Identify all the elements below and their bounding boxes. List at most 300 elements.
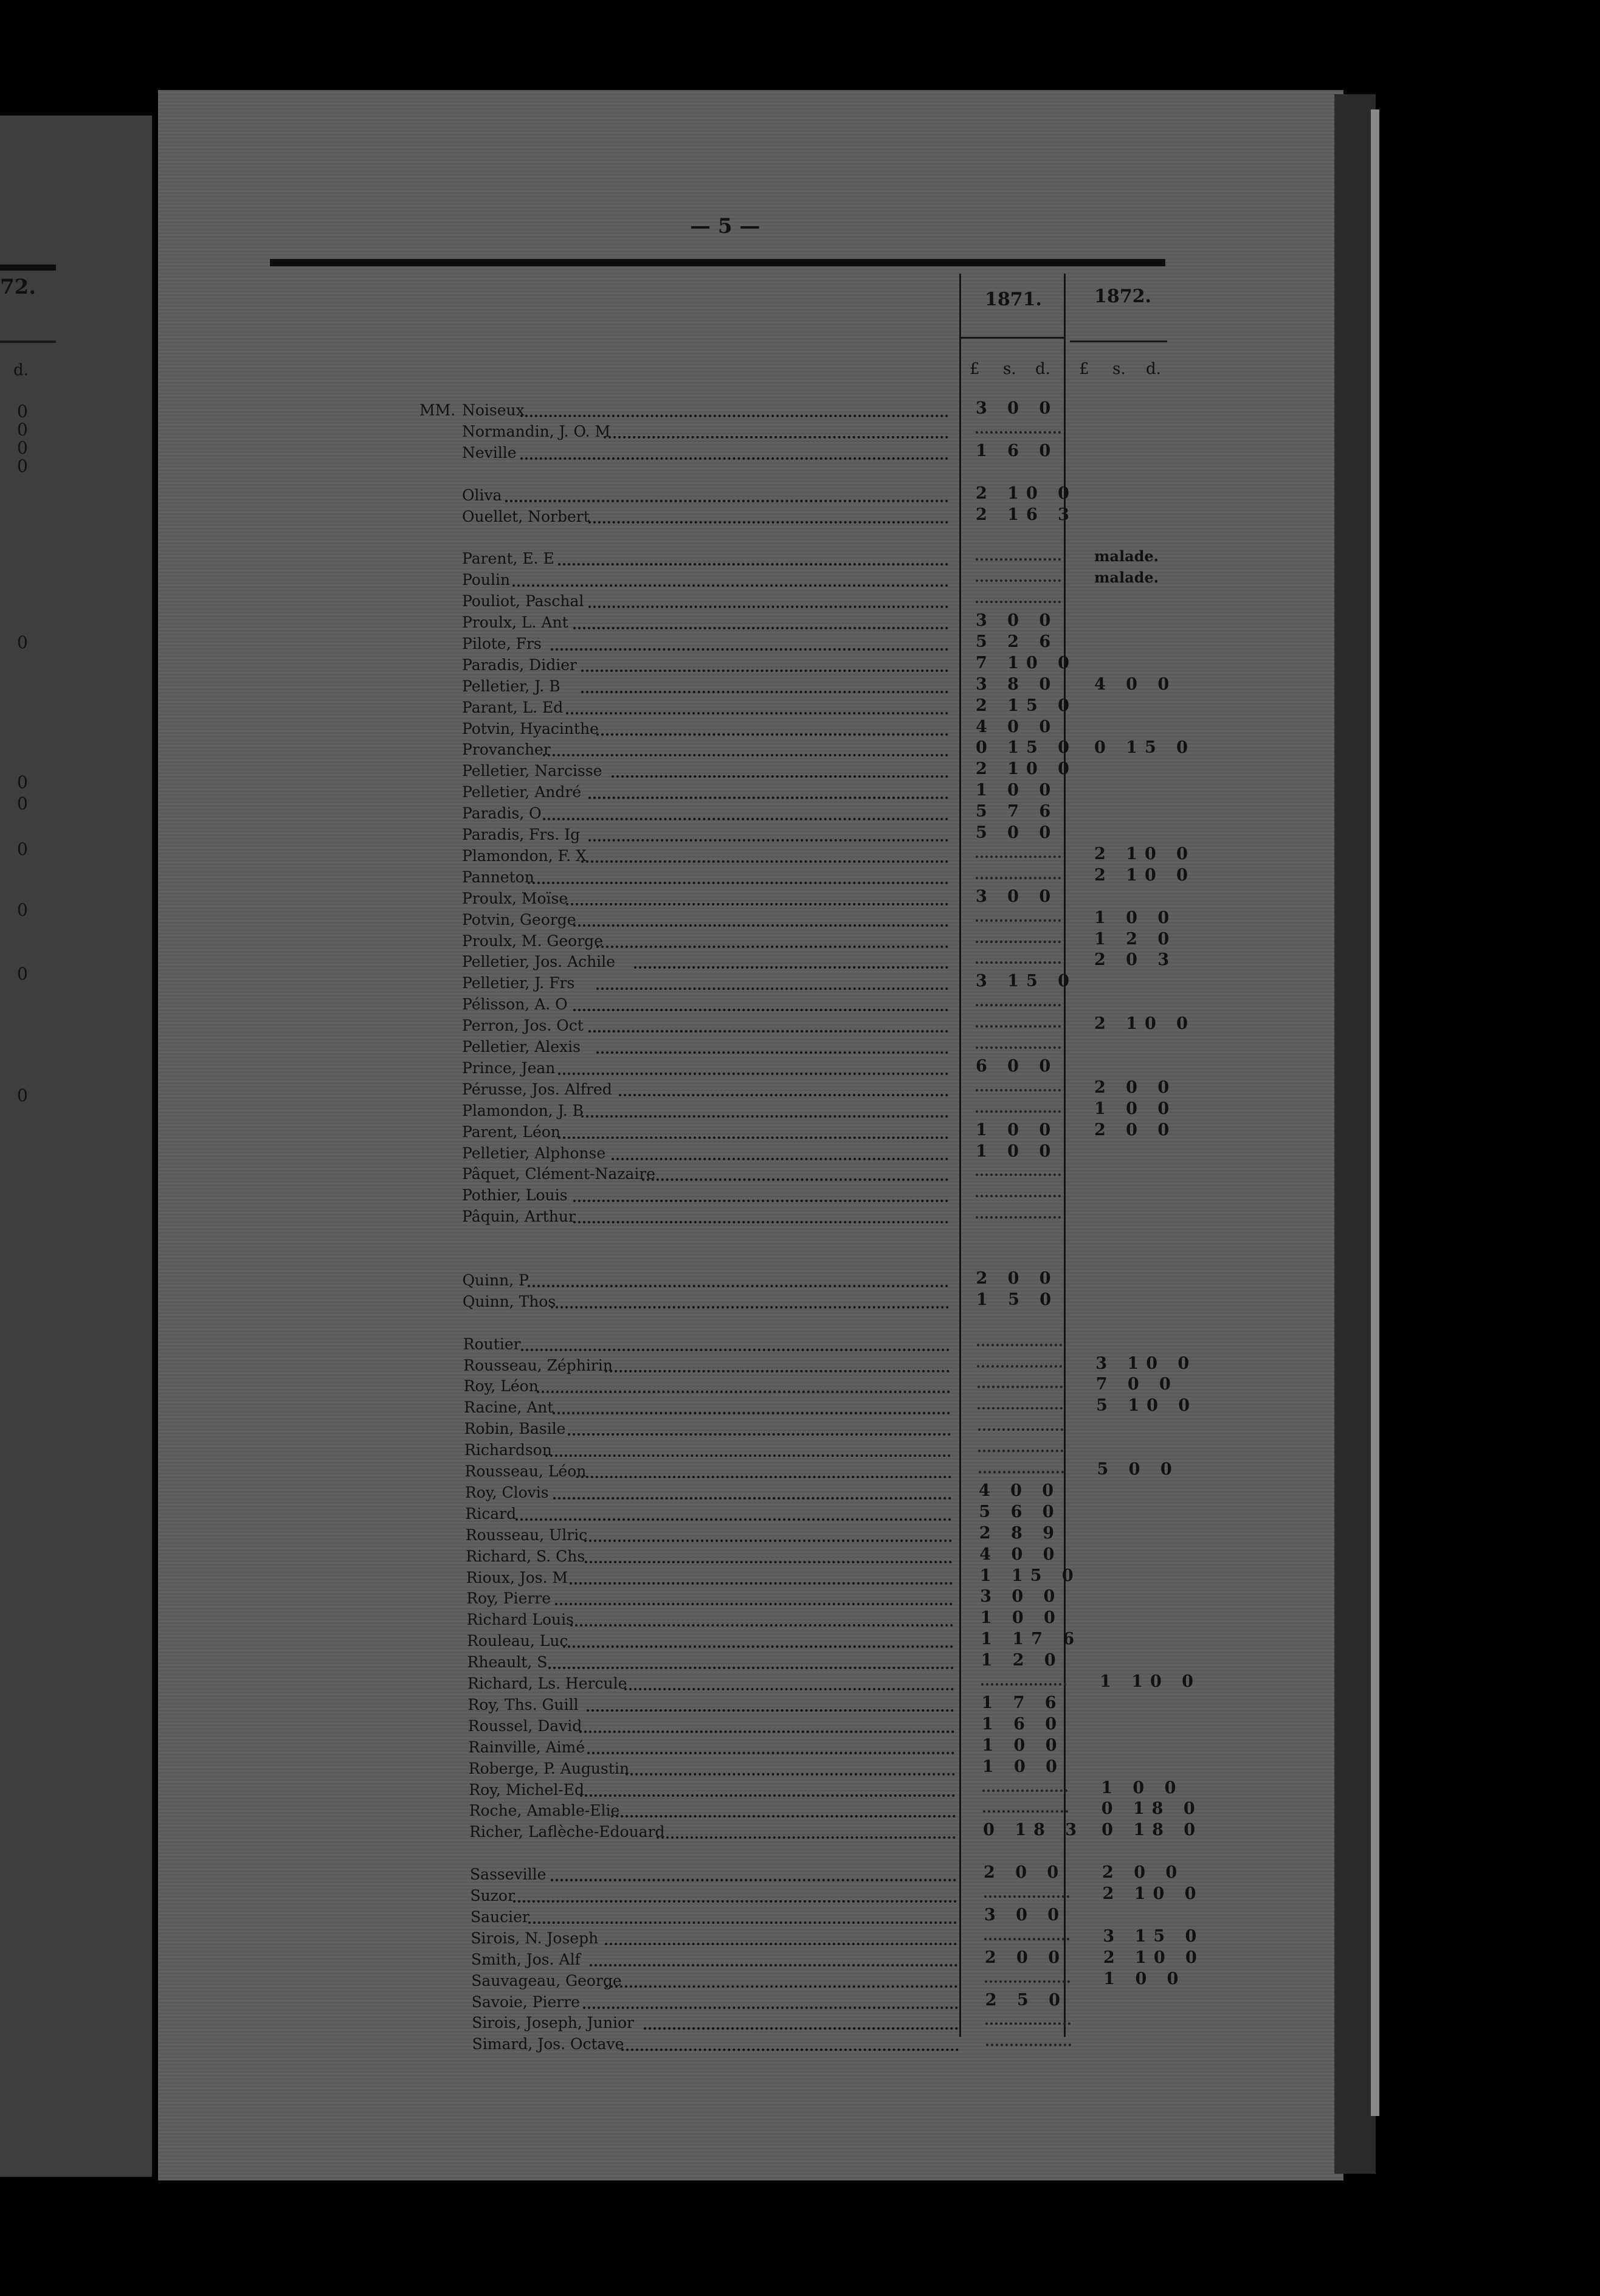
- blank-1871: [976, 933, 1061, 943]
- leader-dots: [573, 617, 948, 629]
- leader-dots: [588, 511, 948, 524]
- leader-dots: [605, 1933, 957, 1945]
- ledger-row: [462, 1102, 959, 1122]
- subscriber-name: Oliva: [462, 486, 502, 504]
- ledger-row: [462, 804, 959, 825]
- leader-dots: [553, 1487, 951, 1499]
- blank-1871: [976, 424, 1061, 434]
- amount-1872: 2 0 0: [1094, 1077, 1177, 1097]
- amount-1871: 3 8 0: [976, 674, 1058, 694]
- left-page-unit-d: d.: [13, 361, 29, 379]
- leader-dots: [543, 808, 948, 820]
- amount-1872: 3 10 0: [1095, 1354, 1197, 1373]
- subscriber-name: Pérusse, Jos. Alfred: [462, 1080, 612, 1098]
- amount-1872: 2 10 0: [1094, 844, 1195, 863]
- subscriber-name: Neville: [462, 443, 517, 462]
- subscriber-name: Parant, L. Ed: [462, 698, 564, 716]
- amount-1872: 1 10 0: [1100, 1672, 1201, 1691]
- blank-1871: [981, 1676, 1066, 1686]
- ledger-row: [471, 1929, 968, 1950]
- left-page-fragment: [0, 116, 152, 2177]
- subscriber-name: Paradis, O: [462, 804, 542, 823]
- leader-dots: [634, 956, 948, 969]
- honorific-prefix: MM.: [419, 401, 456, 419]
- amount-1871: 3 0 0: [976, 611, 1058, 630]
- ledger-row: [462, 614, 959, 634]
- amount-1871: 3 15 0: [976, 972, 1077, 991]
- amount-1872: 1 0 0: [1094, 1099, 1177, 1118]
- leader-dots: [548, 1657, 954, 1669]
- ledger-row: [462, 890, 959, 910]
- ledger-row: [462, 1038, 959, 1059]
- subscriber-name: Prince, Jean: [462, 1059, 556, 1077]
- leader-dots: [558, 1063, 948, 1075]
- blank-1871: [976, 551, 1061, 561]
- leader-dots: [516, 1509, 951, 1521]
- subscriber-name: Pothier, Louis: [462, 1186, 568, 1205]
- subscriber-name: Parent, Léon: [462, 1122, 560, 1141]
- blank-1871: [984, 1888, 1069, 1898]
- unit-pence-1872: d.: [1146, 360, 1161, 378]
- subscriber-name: Parent, E. E: [462, 550, 554, 568]
- amount-1871: 1 0 0: [982, 1735, 1064, 1755]
- blank-1871: [976, 1166, 1061, 1176]
- amount-1871: 3 0 0: [980, 1587, 1063, 1606]
- leader-dots: [573, 999, 948, 1011]
- amount-1872: 2 10 0: [1103, 1948, 1204, 1967]
- subscriber-name: Normandin, J. O. M: [462, 422, 611, 440]
- blank-1871: [985, 1973, 1070, 1983]
- subscriber-name: Pilote, Frs: [462, 634, 542, 652]
- subscriber-name: Saucier: [470, 1907, 529, 1926]
- blank-1871: [986, 2036, 1071, 2046]
- subscriber-name: Roche, Amable-Elie: [469, 1802, 620, 1820]
- subscriber-name: Pelletier, Alphonse: [462, 1144, 606, 1162]
- ledger-row: [470, 1866, 967, 1886]
- unit-pence-1871: d.: [1035, 360, 1050, 378]
- subscriber-name: Sauvageau, George: [471, 1971, 622, 1990]
- subscriber-name: Paradis, Frs. Ig: [462, 826, 581, 843]
- year-1872-underline: [1070, 341, 1167, 342]
- blank-1871: [979, 1464, 1064, 1473]
- blank-1871: [976, 997, 1061, 1006]
- amount-1872: 2 10 0: [1094, 1014, 1195, 1034]
- amount-1871: 0 18 3: [983, 1821, 1084, 1840]
- ledger-row: [463, 1293, 960, 1313]
- amount-1872: 1 0 0: [1101, 1778, 1184, 1797]
- leader-dots: [573, 1190, 948, 1202]
- ledger-row: [468, 1717, 965, 1738]
- ledger-row: [471, 1908, 968, 1929]
- subscriber-name: Ricard: [465, 1504, 517, 1523]
- left-page-value: 0: [17, 632, 28, 652]
- amount-1871: 2 0 0: [984, 1948, 1067, 1967]
- ledger-row: [469, 1781, 966, 1802]
- subscriber-name: Proulx, M. George: [462, 932, 603, 950]
- ledger-row: [462, 401, 959, 422]
- subscriber-name: Poulin: [462, 571, 511, 589]
- amount-1871: 1 0 0: [976, 1120, 1058, 1139]
- ledger-row: [462, 486, 959, 507]
- leader-dots: [543, 744, 948, 756]
- subscriber-name: Rioux, Jos. M: [466, 1568, 568, 1586]
- ledger-row: [462, 1165, 959, 1186]
- page-edge: [1334, 94, 1376, 2174]
- subscriber-name: Rousseau, Zéphirin: [463, 1356, 613, 1374]
- subscriber-name: Pâquin, Arthur: [462, 1208, 576, 1226]
- ledger-row: [464, 1441, 962, 1462]
- ledger-row: [465, 1462, 962, 1483]
- ledger-row: [467, 1653, 965, 1674]
- ledger-row: [465, 1505, 962, 1526]
- leader-dots: [605, 1360, 950, 1372]
- ledger-row: [462, 1081, 959, 1101]
- leader-dots: [581, 851, 949, 863]
- ledger-row: [462, 550, 959, 570]
- blank-1871: [978, 1421, 1063, 1431]
- left-page-value: 0: [17, 794, 28, 814]
- leader-dots: [558, 1127, 948, 1139]
- blank-1871: [985, 2015, 1071, 2025]
- amount-1871: 1 15 0: [979, 1566, 1081, 1585]
- subscriber-name: Pelletier, Narcisse: [462, 762, 602, 780]
- subscriber-name: Quinn, Thos: [462, 1292, 556, 1310]
- amount-1872: 1 0 0: [1103, 1969, 1186, 1988]
- amount-1871: 4 0 0: [979, 1544, 1062, 1564]
- leader-dots: [596, 724, 949, 736]
- ledger-row: [462, 762, 959, 783]
- amount-1872: 5 10 0: [1096, 1396, 1198, 1416]
- ledger-row: [462, 1144, 959, 1165]
- subscriber-name: Rousseau, Léon: [464, 1462, 587, 1480]
- year-1872-header: 1872.: [1094, 286, 1151, 307]
- ledger-row: [462, 1271, 959, 1292]
- leader-dots: [520, 448, 949, 460]
- subscriber-name: Sirois, N. Joseph: [471, 1929, 599, 1947]
- leader-dots: [621, 2039, 959, 2051]
- subscriber-name: Pelletier, Alexis: [462, 1038, 581, 1056]
- ledger-row: [462, 1208, 959, 1228]
- left-page-value: 0: [17, 964, 28, 984]
- leader-dots: [612, 1148, 949, 1160]
- leader-dots: [570, 1614, 953, 1627]
- leader-dots: [528, 872, 948, 884]
- leader-dots: [563, 1636, 953, 1648]
- left-page-value: 0: [17, 456, 28, 476]
- leader-dots: [588, 1020, 948, 1032]
- unit-pound-1871: £: [970, 360, 980, 378]
- subscriber-name: Racine, Ant: [464, 1399, 554, 1417]
- left-page-value: 0: [17, 401, 28, 421]
- ledger-row: [462, 423, 959, 443]
- blank-1871: [976, 912, 1061, 922]
- subscriber-name: Pélisson, A. O: [462, 995, 568, 1014]
- subscriber-name: Proulx, L. Ant: [462, 614, 568, 631]
- blank-1871: [976, 1018, 1061, 1028]
- ledger-row: [462, 508, 959, 528]
- amount-1871: 4 0 0: [978, 1481, 1061, 1500]
- subscriber-name: Routier: [463, 1335, 521, 1353]
- ledger-row: [462, 826, 959, 846]
- leader-dots: [513, 1890, 957, 1903]
- year-1871-header: 1871.: [985, 289, 1042, 310]
- header-rule: [270, 259, 1165, 266]
- ledger-row: [469, 1760, 966, 1780]
- ledger-row: [462, 1017, 959, 1037]
- leader-dots: [619, 1084, 948, 1096]
- amount-1871: 4 0 0: [976, 717, 1058, 736]
- amount-1871: 2 0 0: [976, 1268, 1058, 1288]
- ledger-row: [462, 720, 959, 741]
- amount-1871: 1 5 0: [976, 1290, 1059, 1309]
- leader-dots: [588, 787, 948, 799]
- blank-1871: [976, 593, 1061, 603]
- ledger-row: [462, 592, 959, 613]
- leader-dots: [566, 702, 949, 714]
- ledger-row: [466, 1526, 963, 1547]
- note-1872: malade.: [1094, 569, 1159, 587]
- ledger-row: [466, 1589, 964, 1610]
- blank-1871: [976, 1039, 1061, 1049]
- leader-dots: [521, 1339, 950, 1351]
- amount-1871: 2 15 0: [976, 696, 1077, 715]
- subscriber-name: Savoie, Pierre: [471, 1993, 580, 2011]
- ledger-row: [462, 444, 959, 465]
- leader-dots: [576, 1466, 951, 1478]
- left-page-rule: [0, 265, 56, 271]
- subscriber-name: Potvin, Hyacinthe: [462, 719, 599, 738]
- amount-1872: 2 10 0: [1094, 865, 1195, 885]
- blank-1871: [978, 1400, 1063, 1409]
- ledger-row: [464, 1377, 961, 1398]
- subscriber-name: Pelletier, J. Frs: [462, 974, 575, 992]
- amount-1871: 1 6 0: [976, 441, 1058, 460]
- amount-1872: 0 15 0: [1094, 738, 1195, 758]
- amount-1871: 1 7 6: [981, 1693, 1064, 1712]
- subscriber-name: Plamondon, F. X: [462, 846, 587, 865]
- subscriber-name: Roberge, P. Augustin: [468, 1759, 629, 1777]
- amount-1872: 5 0 0: [1097, 1460, 1179, 1479]
- leader-dots: [585, 1551, 953, 1563]
- leader-dots: [551, 638, 949, 651]
- amount-1871: 1 6 0: [981, 1714, 1064, 1734]
- leader-dots: [528, 1912, 957, 1924]
- ledger-row: [472, 1993, 969, 2014]
- ledger-row: [466, 1547, 963, 1568]
- leader-dots: [512, 575, 948, 587]
- note-1872: malade.: [1094, 547, 1159, 565]
- amount-1872: 0 18 0: [1101, 1799, 1202, 1819]
- left-page-header: 72.: [0, 275, 36, 299]
- ledger-row: [462, 953, 959, 973]
- subscriber-name: Roussel, David: [467, 1717, 582, 1735]
- ledger-row: [462, 847, 959, 868]
- amount-1872: 2 0 3: [1094, 950, 1177, 970]
- leader-dots: [626, 1763, 955, 1776]
- left-page-value: 0: [17, 438, 28, 458]
- ledger-row: [462, 1123, 959, 1144]
- ledger-row: [462, 911, 959, 932]
- blank-1871: [976, 954, 1061, 964]
- amount-1872: 2 0 0: [1094, 1120, 1177, 1139]
- amount-1871: 5 7 6: [976, 802, 1058, 821]
- subscriber-name: Suzor: [470, 1887, 515, 1904]
- ledger-row: [463, 1335, 960, 1356]
- blank-1871: [976, 870, 1061, 879]
- amount-1871: 5 6 0: [979, 1502, 1061, 1521]
- ledger-row: [462, 699, 959, 719]
- blank-1871: [977, 1336, 1062, 1346]
- leader-dots: [642, 1169, 949, 1181]
- blank-1871: [976, 572, 1061, 582]
- amount-1871: 1 0 0: [976, 1141, 1058, 1161]
- subscriber-name: Proulx, Moïse: [462, 889, 568, 907]
- amount-1872: 4 0 0: [1094, 674, 1177, 694]
- ledger-row: [462, 995, 959, 1016]
- subscriber-name: Richardson: [464, 1441, 552, 1459]
- subscriber-name: Rouleau, Luc: [467, 1632, 568, 1650]
- amount-1871: 1 2 0: [981, 1651, 1063, 1670]
- ledger-row: [471, 1887, 968, 1907]
- amount-1871: 5 2 6: [976, 632, 1058, 651]
- leader-dots: [573, 1211, 948, 1223]
- subscriber-name: Smith, Jos. Alf: [471, 1950, 581, 1968]
- subscriber-name: Roy, Clovis: [464, 1483, 549, 1501]
- ledger-row: [462, 1186, 959, 1207]
- blank-1871: [978, 1442, 1063, 1452]
- ledger-row: [462, 868, 959, 889]
- subscriber-name: Provancher: [462, 741, 551, 759]
- page-number: — 5 —: [690, 214, 760, 238]
- leader-dots: [537, 1381, 950, 1393]
- leader-dots: [611, 1805, 956, 1817]
- leader-dots: [581, 681, 949, 693]
- ledger-row: [462, 635, 959, 655]
- ledger-row: [462, 1059, 959, 1080]
- leader-dots: [551, 1296, 949, 1309]
- leader-dots: [545, 1445, 951, 1457]
- subscriber-name: Richer, Laflèche-Edouard: [469, 1823, 665, 1841]
- leader-dots: [584, 1530, 952, 1542]
- unit-pound-1872: £: [1079, 360, 1089, 378]
- ledger-row: [465, 1484, 962, 1504]
- amount-1871: 5 0 0: [976, 823, 1058, 842]
- subscriber-name: Rousseau, Ulric: [465, 1526, 588, 1544]
- leader-dots: [581, 660, 949, 672]
- blank-1871: [976, 1188, 1061, 1197]
- ledger-row: [464, 1399, 961, 1419]
- leader-dots: [551, 1869, 956, 1881]
- subscriber-name: Ouellet, Norbert: [462, 507, 590, 525]
- leader-dots: [588, 596, 948, 608]
- leader-dots: [528, 1275, 948, 1287]
- subscriber-name: Pelletier, Jos. Achile: [462, 953, 615, 971]
- left-page-value: 0: [17, 772, 28, 792]
- left-page-value: 0: [17, 839, 28, 859]
- blank-1871: [976, 1209, 1061, 1219]
- page-edge-highlight: [1371, 109, 1379, 2116]
- ledger-row: [469, 1802, 967, 1822]
- subscriber-name: Roy, Ths. Guill: [467, 1695, 579, 1713]
- year-1871-underline: [959, 337, 1066, 339]
- subscriber-name: Pelletier, J. B: [462, 677, 560, 695]
- leader-dots: [596, 1042, 949, 1054]
- leader-dots: [555, 1593, 953, 1605]
- leader-dots: [604, 426, 948, 438]
- ledger-row: [462, 974, 959, 995]
- leader-dots: [596, 978, 949, 990]
- subscriber-name: Pelletier, André: [462, 783, 582, 801]
- amount-1872: 3 15 0: [1103, 1926, 1204, 1946]
- amount-1871: 7 10 0: [976, 653, 1077, 673]
- blank-1871: [976, 848, 1061, 858]
- leader-dots: [570, 1572, 953, 1585]
- blank-1871: [978, 1378, 1063, 1388]
- subscriber-name: Simard, Jos. Octave: [472, 2035, 624, 2053]
- amount-1871: 2 16 3: [976, 505, 1077, 524]
- amount-1871: 3 0 0: [984, 1905, 1067, 1924]
- subscriber-name: Rheault, S: [467, 1653, 548, 1672]
- leader-dots: [605, 1976, 958, 1988]
- ledger-row: [472, 2035, 970, 2056]
- amount-1871: 1 0 0: [982, 1757, 1064, 1776]
- leader-dots: [588, 829, 948, 842]
- leader-dots: [583, 1997, 958, 2009]
- amount-1871: 2 0 0: [984, 1863, 1066, 1883]
- amount-1871: 2 5 0: [985, 1990, 1067, 2010]
- blank-1871: [982, 1782, 1067, 1792]
- leader-dots: [568, 1423, 951, 1436]
- ledger-row: [466, 1569, 964, 1589]
- amount-1872: 1 0 0: [1094, 908, 1177, 927]
- blank-1871: [976, 1082, 1061, 1091]
- subscriber-name: Richard Louis: [466, 1611, 574, 1629]
- subscriber-name: Roy, Michel-Ed: [469, 1780, 585, 1799]
- amount-1871: 1 0 0: [980, 1608, 1063, 1628]
- leader-dots: [612, 766, 949, 778]
- leader-dots: [520, 405, 949, 417]
- left-page-value: 0: [17, 420, 28, 440]
- ledger-row: [462, 932, 959, 953]
- leader-dots: [587, 1700, 954, 1712]
- ledger-row: [468, 1738, 965, 1759]
- amount-1872: 2 0 0: [1102, 1863, 1185, 1883]
- leader-dots: [581, 1105, 949, 1118]
- amount-1871: 3 0 0: [976, 887, 1058, 906]
- subscriber-name: Sirois, Joseph, Junior: [472, 2014, 634, 2032]
- ledger-row: [471, 1972, 968, 1993]
- amount-1871: 0 15 0: [976, 738, 1077, 758]
- amount-1872: 7 0 0: [1095, 1375, 1178, 1394]
- amount-1871: 1 17 6: [981, 1630, 1082, 1649]
- subscriber-name: Robin, Basile: [464, 1420, 566, 1438]
- leader-dots: [580, 1785, 955, 1797]
- subscriber-name: Richard, S. Chs: [466, 1547, 585, 1565]
- subscriber-name: Pouliot, Paschal: [462, 592, 584, 610]
- leader-dots: [590, 1954, 957, 1966]
- amount-1872: 0 18 0: [1102, 1821, 1203, 1840]
- ledger-row: [469, 1823, 967, 1844]
- subscriber-name: Panneton: [462, 868, 534, 886]
- leader-dots: [558, 553, 948, 565]
- leader-dots: [566, 893, 949, 905]
- amount-1872: 2 10 0: [1102, 1884, 1204, 1903]
- ledger-row: [471, 1951, 968, 1971]
- subscriber-name: Richard, Ls. Hercule: [467, 1675, 627, 1692]
- leader-dots: [573, 915, 948, 927]
- leader-dots: [596, 936, 949, 948]
- ledger-row: [463, 1357, 960, 1377]
